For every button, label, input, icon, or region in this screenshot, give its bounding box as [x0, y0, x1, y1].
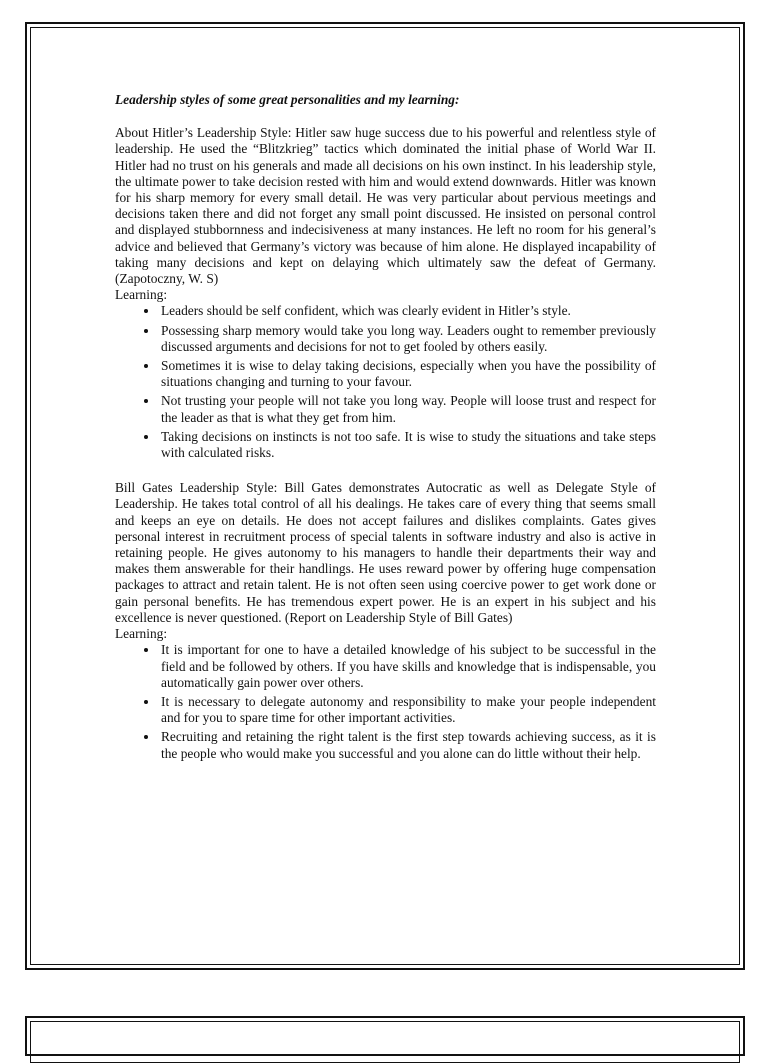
document-heading: Leadership styles of some great personalities and my learning:	[115, 92, 460, 107]
hitler-paragraph: About Hitler’s Leadership Style: Hitler saw huge success due to his powerful and relentless style of leadership. He used the “Blitzkrieg” tactics which dominated the initial phase of World War II. Hitler had no trust on his generals and made all decisions on his own instinct. In his leadership style, the ultimate power to take decision rested with him and would extend downwards. Hitler was known for his sharp memory for every small detail. He was very particular about pervious meetings and decisions taken there and did not forget any small point discussed. He insisted on personal control and displayed stubbornness and indecisiveness at many instances. He left no room for his general’s advice and believed that Germany’s victory was because of him alone. He displayed incapability of taking many decisions and kept on delaying which ultimately saw the defeat of Germany. (Zapotoczny, W. S)	[115, 125, 656, 287]
section-bill-gates	[115, 480, 656, 761]
hitler-learning-list	[115, 303, 656, 461]
gates-learning-list	[115, 642, 656, 761]
list-item: • Not trusting your people will not take you long way. People will loose trust and respect for the leader as that is what they get from him.	[159, 393, 656, 425]
list-item: • It is necessary to delegate autonomy and responsibility to make your people independent and for you to spare time for other important activities.	[159, 694, 656, 726]
learning-label: Learning:	[115, 287, 168, 303]
list-item: • Possessing sharp memory would take you long way. Leaders ought to remember previously discussed arguments and decisions for not to get fooled by others easily.	[159, 323, 656, 355]
list-item: • Leaders should be self confident, which was clearly evident in Hitler’s style.	[159, 303, 656, 319]
learning-label: Learning:	[115, 626, 168, 642]
gates-paragraph: Bill Gates Leadership Style: Bill Gates demonstrates Autocratic as well as Delegate Style of Leadership. He takes total control of all his dealings. He takes care of every thing that seems small and keeps an eye on details. He does not accept failures and dislikes complaints. Gates gives personal interest in recruitment process of special talents in software industry and also is active in retaining people. He gives autonomy to his managers to handle their departments their way and makes them answerable for their handlings. He uses reward power by offering huge compensation packages to attract and retain talent. He is not often seen using coercive power to get work done or gain personal benefits. He has tremendous expert power. He is an expert in his subject and his excellence is never questioned. (Report on Leadership Style of Bill Gates)	[115, 480, 656, 625]
list-item: • Recruiting and retaining the right talent is the first step towards achieving success, as it is the people who would make you successful and you alone can do little without their help.	[159, 729, 656, 761]
document-body	[115, 92, 656, 765]
section-hitler	[115, 125, 656, 461]
list-item: • Taking decisions on instincts is not too safe. It is wise to study the situations and take steps with calculated risks.	[159, 429, 656, 461]
list-item: • Sometimes it is wise to delay taking decisions, especially when you have the possibility of situations changing and turning to your favour.	[159, 358, 656, 390]
section-spacer	[115, 464, 656, 480]
list-item: • It is important for one to have a detailed knowledge of his subject to be successful in the field and be followed by others. If you have skills and knowledge that is indispensable, you automatically gain power over others.	[159, 642, 656, 691]
next-page-border	[25, 1016, 745, 1056]
